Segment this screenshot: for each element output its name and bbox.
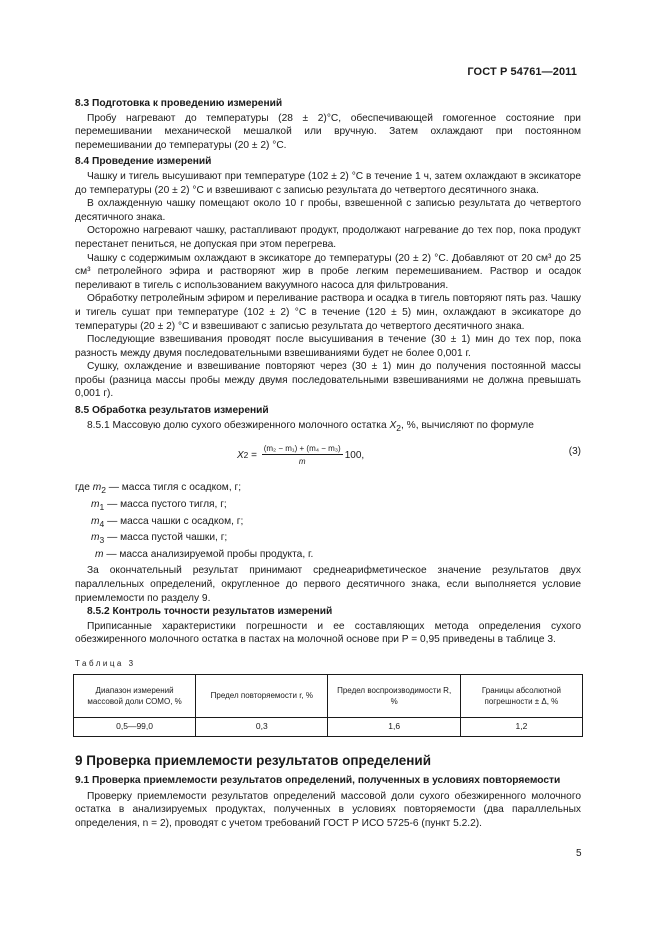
legend-line (75, 498, 581, 515)
legend-prefix: где (75, 482, 93, 494)
legend-line (75, 531, 581, 548)
formula-legend (75, 481, 581, 564)
section-8-5-heading: 8.5 Обработка результатов измерений (75, 405, 269, 417)
table-header-row (74, 674, 583, 717)
section-8-4-paragraph-2: В охлажденную чашку помещают около 10 г пробы, взвешенной с записью результата до четвертого десятичного знака. (75, 198, 581, 223)
section-8-4-paragraph-1: Чашку и тигель высушивают при температуре (102 ± 2) °С в течение 1 ч, затем охлаждают в эксикаторе до температуры (20 ± 2) °С и взвешивают с записью результата до четвертого десятичного знака. (75, 170, 581, 196)
formula-fraction (262, 443, 343, 469)
legend-text: — масса пустой чашки, г; (104, 532, 228, 544)
legend-sub: 2 (101, 485, 106, 496)
table-cell: 1,6 (328, 717, 460, 736)
table-row (74, 717, 583, 736)
section-8-5-2-paragraph: Приписанные характеристики погрешности и ее составляющих метода определения сухого обезжиренного молочного остатка в пастах на молочной основе при P = 0,95 приведены в таблице 3. (75, 620, 581, 646)
formula-expression (237, 443, 364, 469)
section-8-4-paragraph-6: Последующие взвешивания проводят после высушивания в течение (30 ± 1) мин до тех пор, пока разность между двумя последовательными взвешиваниями будет не более 0,001 г. (75, 334, 581, 359)
formula-lhs-sub: 2 (243, 450, 249, 461)
section-9-1-paragraph: Проверку приемлемости результатов определений массовой доли сухого обезжиренного молочного остатка в анализируемых продуктах, полученных в условиях повторяемости (два параллельных определения, n = 2), проводят с учетом требований ГОСТ Р ИСО 5725-6 (пункт 5.2.2). (75, 790, 581, 829)
formula-numerator: (m₂ − m₁) + (m₄ − m₃) (263, 444, 341, 454)
page-number: 5 (576, 848, 582, 859)
legend-var: m (91, 498, 100, 510)
formula-number: (3) (568, 446, 581, 458)
legend-sub: 1 (99, 501, 105, 512)
section-8-4-paragraph-7: Сушку, охлаждение и взвешивание повторяют через (30 ± 1) мин до получения постоянной массы пробы (разница массы пробы между двумя последовательными взвешиваниями не должна превышать 0,001 г). (75, 361, 581, 400)
legend-text: — масса чашки с осадком, г; (104, 515, 244, 527)
legend-text: — масса тигля с осадком, г; (105, 482, 242, 494)
legend-sub: 3 (99, 535, 105, 546)
section-8-4-paragraph-4: Чашку с содержимым охлаждают в эксикаторе до температуры (20 ± 2) °С. Добавляют от 20 см³ до 25 см³ петролейного эфира и растворяют жир в пробе легким перемешиванием. Раствор и осадок переливают в тигель с использованием вакуумного насоса для фильтрования. (75, 252, 581, 291)
table-header-cell: Предел повторяемости r, % (196, 674, 328, 717)
section-9-heading: 9 Проверка приемлемости результатов определений (75, 752, 432, 768)
legend-line (75, 548, 581, 565)
table-header-cell: Диапазон измерений массовой доли СОМО, % (74, 674, 196, 717)
table-cell: 0,5—99,0 (74, 717, 196, 736)
standard-header: ГОСТ Р 54761—2011 (467, 66, 577, 78)
legend-var: m (91, 515, 100, 527)
section-8-4-paragraph-5: Обработку петролейным эфиром и переливание раствора и осадка в тигель повторяют пять раз. Чашку и тигель сушат при температуре (102 ± 2) °С в течение (120 ± 5) мин, охлаждают в эксикаторе до температуры (20 ± 2) °С и взвешивают с записью результата до четвертого десятичного знака. (75, 293, 581, 332)
legend-var: m (91, 532, 100, 544)
legend-line (75, 481, 581, 498)
document-body (75, 97, 581, 831)
section-8-3-paragraph: Пробу нагревают до температуры (28 ± 2)°С, обеспечивающей гомогенное состояние при перемешивании механической мешалкой или вручную. Затем охлаждают при постоянном перемешивании до температуры (20 ± 2) °С. (75, 112, 581, 151)
formula-lhs-var: X (237, 450, 244, 462)
section-8-3-heading: 8.3 Подготовка к проведению измерений (75, 98, 283, 109)
section-8-5-2-heading: 8.5.2 Контроль точности результатов измерений (87, 606, 333, 618)
section-8-5-paragraph-2: За окончательный результат принимают среднеарифметическое значение результатов двух параллельных определений, округленное до первого десятичного знака, если выполняется условие приемлемости по разделу 9. (75, 565, 581, 604)
table-header-cell: Предел воспроизводимости R, % (328, 674, 460, 717)
legend-text: — масса пустого тигля, г; (104, 498, 227, 510)
table-cell: 1,2 (460, 717, 582, 736)
formula-denominator: m (298, 457, 306, 467)
section-8-4-paragraph-3: Осторожно нагревают чашку, растапливают продукт, продолжают нагревание до тех пор, пока продукт перестанет пениться, не допуская при этом перегрева. (75, 225, 581, 250)
formula-equals: = (248, 450, 260, 462)
formula-3 (75, 439, 581, 475)
legend-text: — масса анализируемой пробы продукта, г. (103, 548, 314, 560)
table-cell: 0,3 (196, 717, 328, 736)
legend-var: m (92, 482, 102, 494)
section-8-5-1-paragraph (75, 419, 581, 436)
table-3-caption: Таблица 3 (75, 658, 136, 668)
variable-subscript: 2 (396, 422, 402, 433)
text-run: 8.5.1 Массовую долю сухого обезжиренного молочного остатка (87, 419, 390, 431)
table-3 (73, 674, 583, 737)
legend-sub: 4 (99, 518, 105, 529)
section-8-4-heading: 8.4 Проведение измерений (75, 156, 212, 168)
text-run: , %, вычисляют по формуле (401, 419, 534, 431)
variable-x: X (389, 419, 397, 431)
formula-tail: 100, (344, 450, 365, 462)
table-header-cell: Границы абсолютной погрешности ± Δ, % (460, 674, 582, 717)
legend-line (75, 515, 581, 532)
section-9-1-heading: 9.1 Проверка приемлемости результатов определений, полученных в условиях повторяемости (75, 775, 561, 787)
legend-var: m (95, 548, 104, 560)
